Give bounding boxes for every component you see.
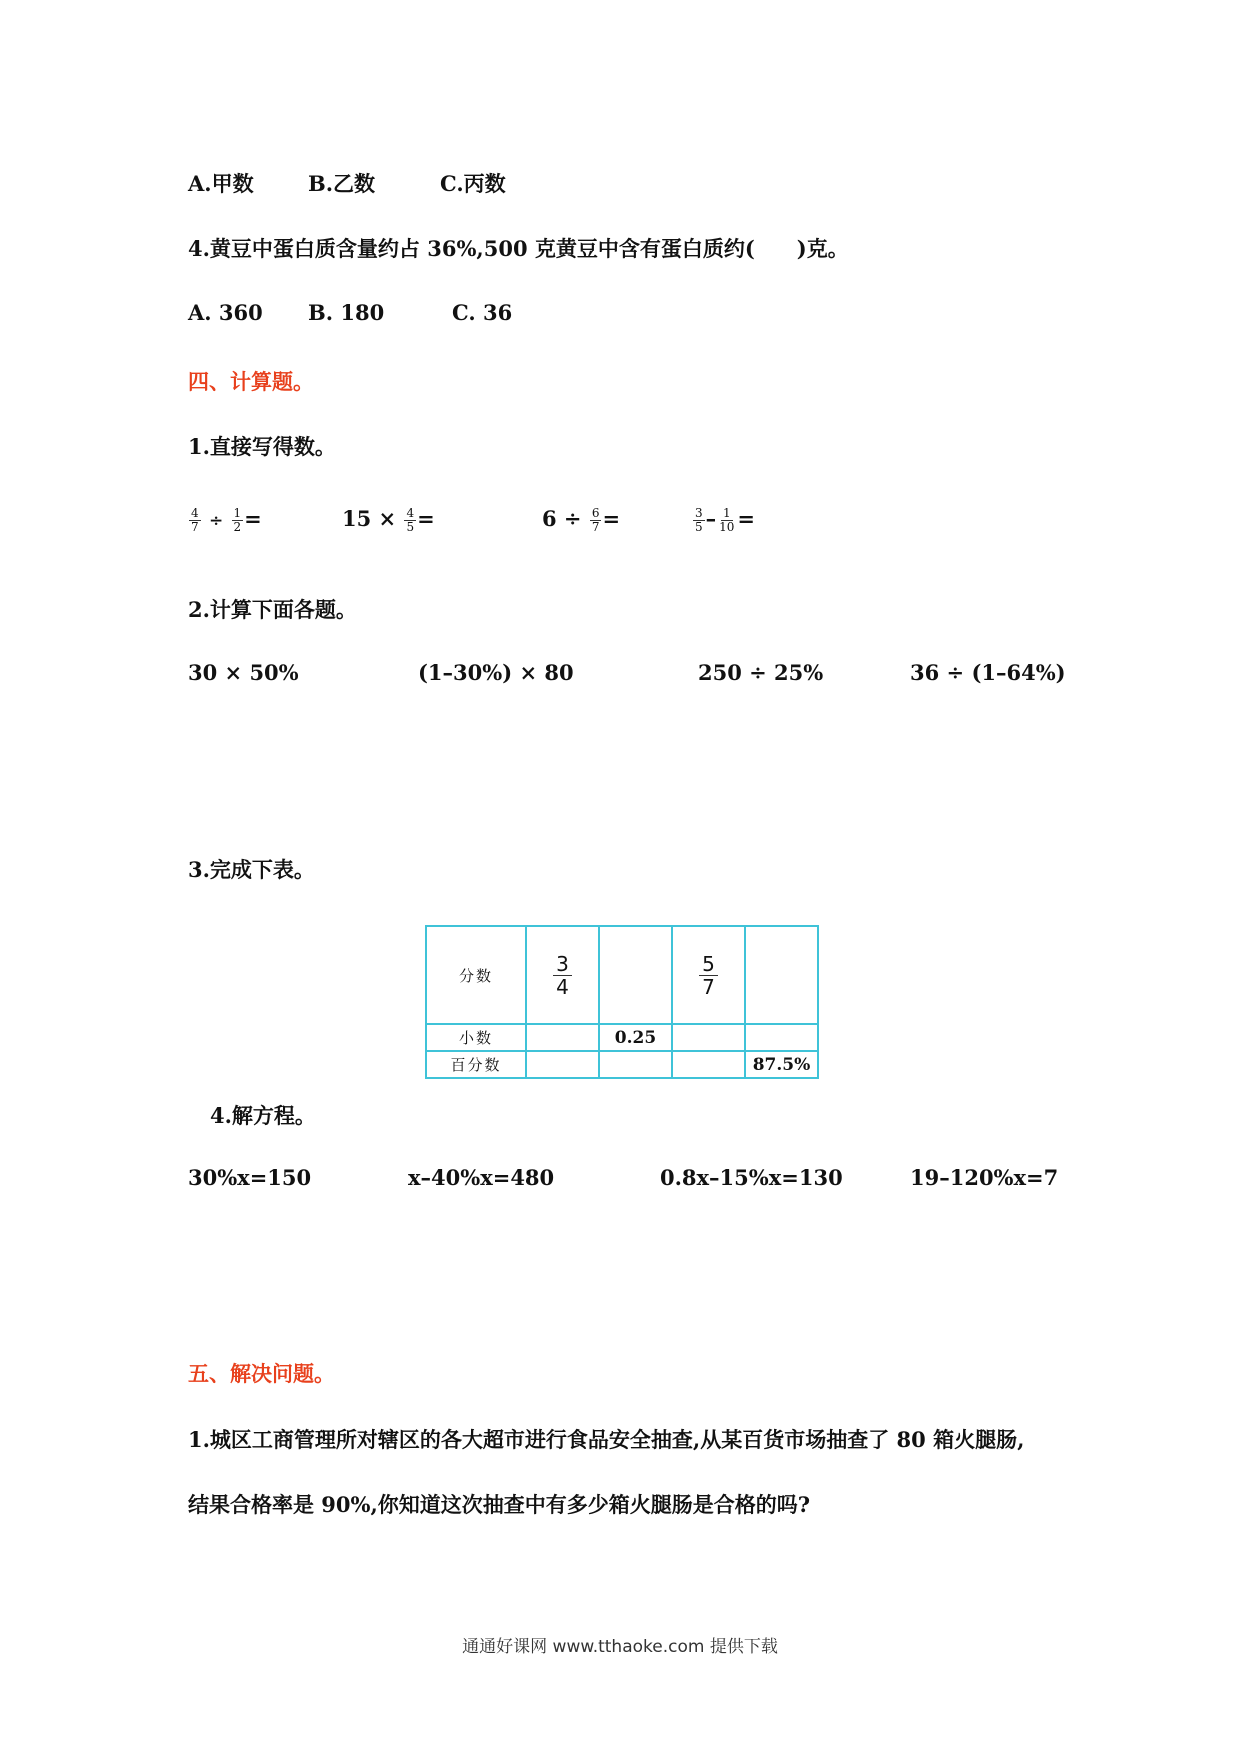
p1-title: 1.直接写得数。 (188, 434, 336, 459)
q4-text: 4.黄豆中蛋白质含量约占 36%,500 克黄豆中含有蛋白质约( )克。 (188, 236, 849, 261)
section4-title: 四、计算题。 (188, 369, 314, 394)
calc-item-3: 6 ÷ $\frac{6}{7}$ = (542, 506, 621, 534)
fraction-cell-4 (745, 926, 818, 1024)
fraction-cell-3: $\frac{5}{7}$ (672, 926, 745, 1024)
s5-p1-line1: 1.城区工商管理所对辖区的各大超市进行食品安全抽查,从某百货市场抽查了 80 箱火腿肠, (188, 1427, 1025, 1452)
q4-option-c: C. 36 (452, 300, 513, 325)
percent-cell-1 (526, 1051, 599, 1078)
p2-item-2: (1–30%) × 80 (418, 660, 574, 685)
decimal-cell-3 (672, 1024, 745, 1051)
decimal-cell-1 (526, 1024, 599, 1051)
s5-p1-line2: 结果合格率是 90%,你知道这次抽查中有多少箱火腿肠是合格的吗? (188, 1492, 811, 1517)
table-row-decimal (426, 1024, 818, 1051)
table-row-fraction (426, 926, 818, 1024)
calc-item-1: $\frac{4}{7}$ ÷ $\frac{1}{2}$ = (191, 506, 262, 534)
section5-title: 五、解决问题。 (188, 1361, 335, 1386)
fraction-cell-1: $\frac{3}{4}$ (526, 926, 599, 1024)
p4-item-4: 19–120%x=7 (910, 1165, 1059, 1190)
table-row-percent (426, 1051, 818, 1078)
calc-item-2: 15 × $\frac{4}{5}$ = (342, 506, 435, 534)
p2-item-1: 30 × 50% (188, 660, 299, 685)
p4-item-1: 30%x=150 (188, 1165, 312, 1190)
decimal-cell-2: 0.25 (599, 1024, 672, 1051)
conversion-table (425, 925, 819, 1079)
footer-text: 通通好课网 www.tthaoke.com 提供下载 (462, 1637, 778, 1657)
percent-cell-4: 87.5% (745, 1051, 818, 1078)
row-label-decimal: 小数 (426, 1024, 526, 1051)
q3-option-c: C.丙数 (440, 171, 506, 196)
percent-cell-2 (599, 1051, 672, 1078)
p2-title: 2.计算下面各题。 (188, 597, 357, 622)
q4-option-b: B. 180 (308, 300, 385, 325)
q4-option-a: A. 360 (188, 300, 263, 325)
fraction-cell-2 (599, 926, 672, 1024)
percent-cell-3 (672, 1051, 745, 1078)
p2-item-3: 250 ÷ 25% (698, 660, 824, 685)
p4-title: 4.解方程。 (210, 1103, 316, 1128)
row-label-fraction: 分数 (426, 926, 526, 1024)
p3-title: 3.完成下表。 (188, 857, 315, 882)
decimal-cell-4 (745, 1024, 818, 1051)
p2-item-4: 36 ÷ (1–64%) (910, 660, 1066, 685)
p4-item-2: x–40%x=480 (408, 1165, 555, 1190)
row-label-percent: 百分数 (426, 1051, 526, 1078)
calc-item-4: $\frac{3}{5}$ – $\frac{1}{10}$ = (695, 506, 756, 534)
p4-item-3: 0.8x–15%x=130 (660, 1165, 843, 1190)
q3-option-a: A.甲数 (188, 171, 254, 196)
q3-option-b: B.乙数 (308, 171, 376, 196)
